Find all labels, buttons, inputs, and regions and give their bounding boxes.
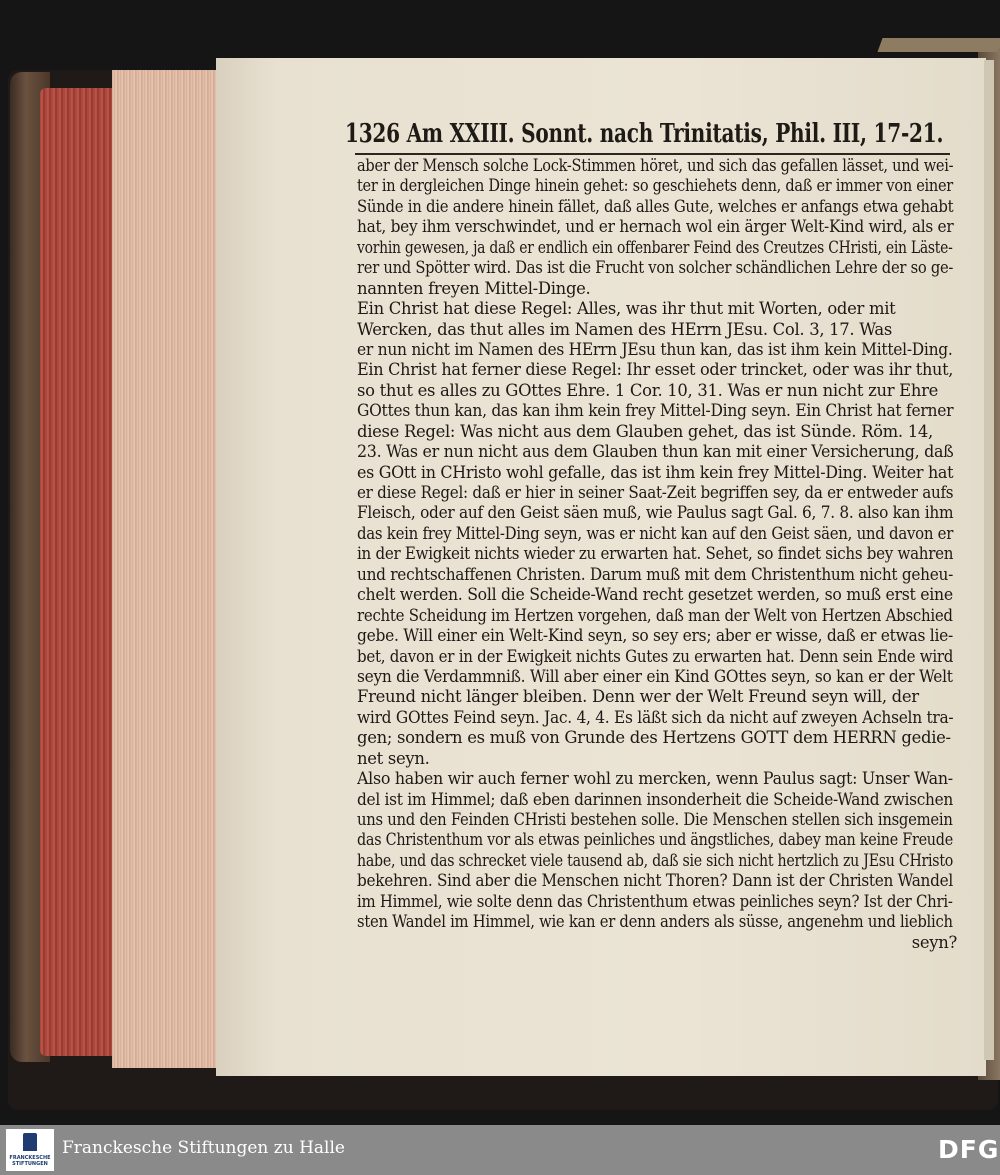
page-header: 1326 Am XXIII. Sonnt. nach Trinitatis, Phil. III, 17-21. [345,119,944,149]
text-line: das kein frey Mittel-Ding seyn, was er nicht kan auf den Geist säen, und davon er [357,523,954,543]
text-line: rechte Scheidung im Hertzen vorgehen, daß man der Welt von Hertzen Abschied [357,605,953,625]
text-line: 23. Was er nun nicht aus dem Glauben thun kan mit einer Versicherung, daß [357,442,954,462]
text-line: wird GOttes Feind seyn. Jac. 4, 4. Es läßt sich da nicht auf zweyen Achseln tra- [357,707,954,727]
text-line: er diese Regel: daß er hier in seiner Saat-Zeit begriffen sey, da er entweder aufs [357,483,954,502]
dfg-logo[interactable]: DFG [938,1135,1000,1164]
institution-name: Franckesche Stiftungen zu Halle [62,1138,345,1158]
text-line: Wercken, das thut alles im Namen des HErrn JEsu. Col. 3, 17. Was [357,319,892,339]
text-line: uns und den Feinden CHristi bestehen solle. Die Menschen stellen sich insgemein [357,810,953,829]
text-line: GOttes thun kan, das kan ihm kein frey Mittel-Ding seyn. Ein Christ hat ferner [357,401,954,421]
red-page-edge [40,88,116,1056]
text-line: ter in dergleichen Dinge hinein gehet: so geschiehets denn, daß er immer von einer [357,176,953,196]
text-line: hat, bey ihm verschwindet, und er hernach wol ein ärger Welt-Kind wird, als er [357,217,954,237]
catchword: seyn? [911,932,957,952]
text-line: in der Ewigkeit nichts wieder zu erwarten hat. Sehet, so findet sichs bey wahren [357,544,954,564]
text-line: sten Wandel im Himmel, wie kan er denn anders als süsse, angenehm und lieblich [357,912,953,932]
text-line: Also haben wir auch ferner wohl zu mercken, wenn Paulus sagt: Unser Wan- [357,769,953,789]
text-line: seyn die Verdammniß. Will aber einer ein Kind GOttes seyn, so kan er der Welt [357,666,953,686]
text-line: Freund nicht länger bleiben. Denn wer der Welt Freund seyn will, der [357,687,919,707]
text-line: bet, davon er in der Ewigkeit nichts Gutes zu erwarten hat. Denn sein Ende wird [357,646,954,666]
text-line: Fleisch, oder auf den Geist säen muß, wie Paulus sagt Gal. 6, 7. 8. also kan ihm [357,503,954,523]
text-line: vorhin gewesen, ja daß er endlich ein offenbarer Feind des Creutzes CHristi, ein Läste- [357,237,953,257]
text-line: net seyn. [357,748,430,768]
text-line: gebe. Will einer ein Welt-Kind seyn, so sey ers; aber er wisse, daß er etwas lie- [357,626,953,646]
text-line: rer und Spötter wird. Das ist die Frucht von solcher schändlichen Lehre der so ge- [357,258,954,278]
header-rule [355,153,950,155]
text-line: Ein Christ hat diese Regel: Alles, was ihr thut mit Worten, oder mit [357,299,896,319]
text-line: gen; sondern es muß von Grunde des Hertzens GOTT dem HERRN gedie- [357,728,951,748]
book-cover-top [877,38,1000,52]
text-line: chelt werden. Soll die Scheide-Wand recht gesetzet werden, so muß erst eine [357,585,953,605]
text-line: bekehren. Sind aber die Menschen nicht Thoren? Dann ist der Christen Wandel [357,871,953,891]
text-line: Sünde in die andere hinein fället, daß alles Gute, welches er anfangs etwa gehabt [357,196,954,216]
text-line: diese Regel: Was nicht aus dem Glauben gehet, das ist Sünde. Röm. 14, [357,421,933,441]
text-line: und rechtschaffenen Christen. Darum muß mit dem Christenthum nicht geheu- [357,564,953,584]
text-line: aber der Mensch solche Lock-Stimmen höret, und sich das gefallen lässet, und wei- [357,156,954,175]
text-line: del ist im Himmel; daß eben darinnen insonderheit die Scheide-Wand zwischen [357,789,953,809]
viewer-footer [0,1125,1000,1175]
text-line: er nun nicht im Namen des HErrn JEsu thun kan, das ist ihm kein Mittel-Ding. [357,339,953,359]
body-text [357,156,957,953]
text-line: Ein Christ hat ferner diese Regel: Ihr esset oder trincket, oder was ihr thut, [357,360,954,380]
text-line: im Himmel, wie solte denn das Christenthum etwas peinliches seyn? Ist der Chri- [357,891,953,911]
text-line: es GOtt in CHristo wohl gefalle, das ist ihm kein frey Mittel-Ding. Weiter hat [357,462,954,482]
text-line: habe, und das schrecket viele tausend ab, daß sie sich nicht hertzlich zu JEsu CHristo [357,850,954,870]
logo-text: FRANCKESCHE STIFTUNGEN [9,1155,51,1167]
page-stack [112,70,218,1068]
text-line: so thut es alles zu GOttes Ehre. 1 Cor. 10, 31. Was er nun nicht zur Ehre [357,380,939,400]
page-right-edge [984,60,994,1060]
building-icon [23,1133,37,1151]
institution-logo[interactable] [6,1129,54,1171]
text-line: nannten freyen Mittel-Dinge. [357,278,591,298]
text-line: das Christenthum vor als etwas peinliches und ängstliches, dabey man keine Freude [357,830,953,850]
